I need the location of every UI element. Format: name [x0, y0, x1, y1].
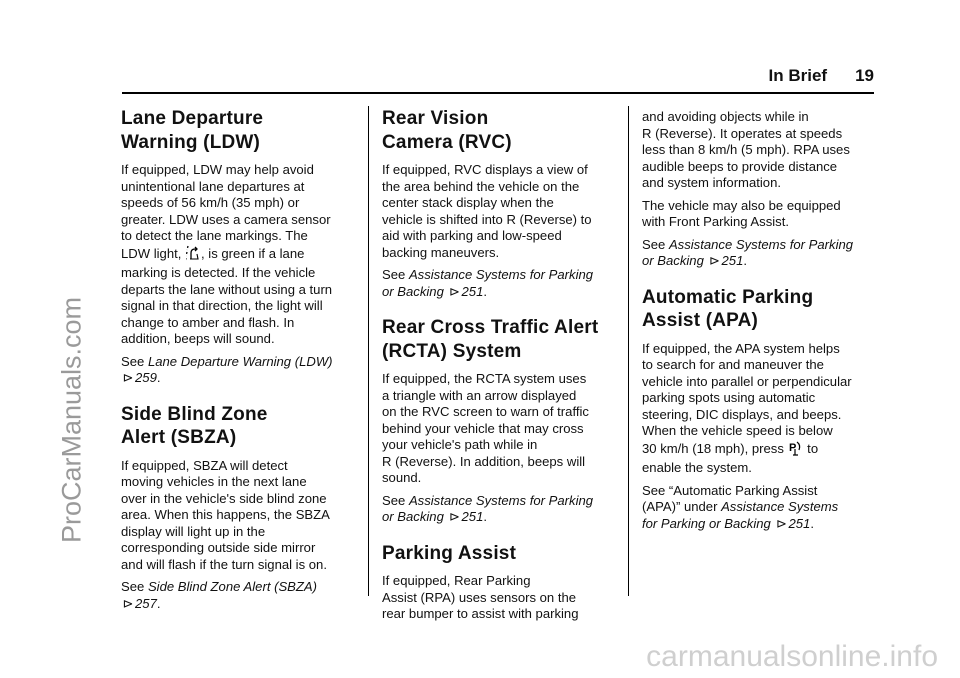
bottom-watermark: carmanualsonline.info [646, 640, 938, 673]
apa-see-also: See “Automatic Parking Assist (APA)” under Assistance Systems for Parking or Backing ⊳ 251. [642, 482, 839, 531]
pa-heading: Parking Assist [382, 542, 517, 564]
rvc-xref-link[interactable]: Assistance Systems for Parking [408, 267, 594, 282]
ldw-see-also: See Lane Departure Warning (LDW) ⊳ 259. [121, 353, 333, 385]
section-title: In Brief [768, 66, 828, 85]
pa-paragraph-cont: and avoiding objects while in R (Reverse). It operates at speeds less than 8 km/h (5 mph). RPA uses audible beeps to provide distance and system information. [642, 109, 850, 190]
pa-xref-page[interactable]: 251 [721, 253, 744, 268]
page-number: 19 [855, 66, 874, 85]
sbza-paragraph: If equipped, SBZA will detect moving vehicles in the next lane over in the vehicle's side blind zone area. When this happens, the SBZA display will light up in the corresponding outside side mirror and will flash if the turn signal is on. [121, 457, 330, 572]
rcta-xref-link[interactable]: Assistance Systems for Parking [408, 492, 594, 508]
ldw-xref-page[interactable]: 259 [135, 370, 157, 385]
svg-text:P: P [788, 441, 796, 454]
xref-arrow-icon: ⊳ [709, 253, 720, 268]
pa-see-also: See Assistance Systems for Parking or Backing ⊳ 251. [642, 236, 854, 268]
xref-arrow-icon: ⊳ [122, 370, 134, 385]
pa-xref-link[interactable]: Assistance Systems for Parking [668, 236, 854, 252]
sbza-xref-page[interactable]: 257 [135, 595, 157, 611]
apa-xref-page[interactable]: 251 [788, 515, 811, 531]
apa-xref-link-cont[interactable]: for Parking or Backing [642, 515, 771, 531]
column-divider [368, 106, 369, 596]
ldw-paragraph: If equipped, LDW may help avoid unintentional lane departures at speeds of 56 km/h (35 mph) or greater. LDW uses a camera sensor to detect the lane markings. The LDW light, , is green if a lane marking is detected. If the vehicle departs the lane without using a turn signal in that direction, the light will change to amber and flash. In addition, beeps will sound. [121, 162, 333, 346]
xref-arrow-icon: ⊳ [122, 595, 134, 611]
rvc-paragraph: If equipped, RVC displays a view of the area behind the vehicle on the center stack display when the vehicle is shifted into R (Reverse) to aid with parking and low-speed backing maneuvers. [382, 162, 592, 260]
apa-heading: Automatic Parking Assist (APA) [642, 286, 814, 331]
rcta-paragraph: If equipped, the RCTA system uses a triangle with an arrow displayed on the RVC screen to warn of traffic behind your vehicle that may cross your vehicle's path while in R (Reverse). In addition, beeps will sound. [382, 371, 589, 485]
column-1 [121, 107, 353, 618]
column-divider [628, 106, 629, 596]
lane-departure-icon [186, 245, 200, 266]
pa-paragraph-start: If equipped, Rear Parking Assist (RPA) uses sensors on the rear bumper to assist with parking [382, 573, 579, 621]
sbza-heading: Side Blind Zone Alert (SBZA) [121, 403, 268, 448]
column-2 [382, 107, 614, 629]
rcta-see-also: See Assistance Systems for Parking or Backing ⊳ 251. [382, 492, 594, 524]
column-3 [642, 109, 874, 538]
pa-xref-link-cont[interactable]: or Backing [642, 253, 704, 268]
xref-arrow-icon: ⊳ [775, 515, 787, 531]
ldw-xref-link[interactable]: Lane Departure Warning (LDW) [147, 353, 333, 369]
rvc-heading: Rear Vision Camera (RVC) [382, 108, 512, 153]
ldw-heading: Lane Departure Warning (LDW) [121, 108, 264, 153]
rvc-xref-page[interactable]: 251 [461, 283, 484, 299]
parking-assist-icon [789, 440, 803, 461]
rcta-xref-page[interactable]: 251 [461, 509, 484, 524]
sbza-xref-link[interactable]: Side Blind Zone Alert (SBZA) [147, 579, 318, 594]
apa-xref-link[interactable]: Assistance Systems [721, 499, 839, 514]
rvc-xref-link-cont[interactable]: or Backing [382, 283, 444, 299]
page-header [769, 66, 874, 86]
side-watermark: ProCarManuals.com [56, 296, 87, 544]
rcta-xref-link-cont[interactable]: or Backing [382, 509, 444, 524]
xref-arrow-icon: ⊳ [449, 283, 460, 299]
sbza-see-also: See Side Blind Zone Alert (SBZA) ⊳ 257. [121, 579, 318, 611]
xref-arrow-icon: ⊳ [449, 509, 460, 524]
rvc-see-also: See Assistance Systems for Parking or Backing ⊳ 251. [382, 267, 594, 299]
pa-paragraph-2: The vehicle may also be equipped with Front Parking Assist. [642, 197, 841, 229]
apa-paragraph: If equipped, the APA system helps to search for and maneuver the vehicle into parallel or perpendicular parking spots using automatic steering, DIC displays, and beeps. When the vehicle speed is below 30 km/h (18 mph), press P to enable the system. [642, 340, 852, 475]
rcta-heading: Rear Cross Traffic Alert (RCTA) System [382, 317, 599, 362]
header-divider [122, 92, 874, 94]
